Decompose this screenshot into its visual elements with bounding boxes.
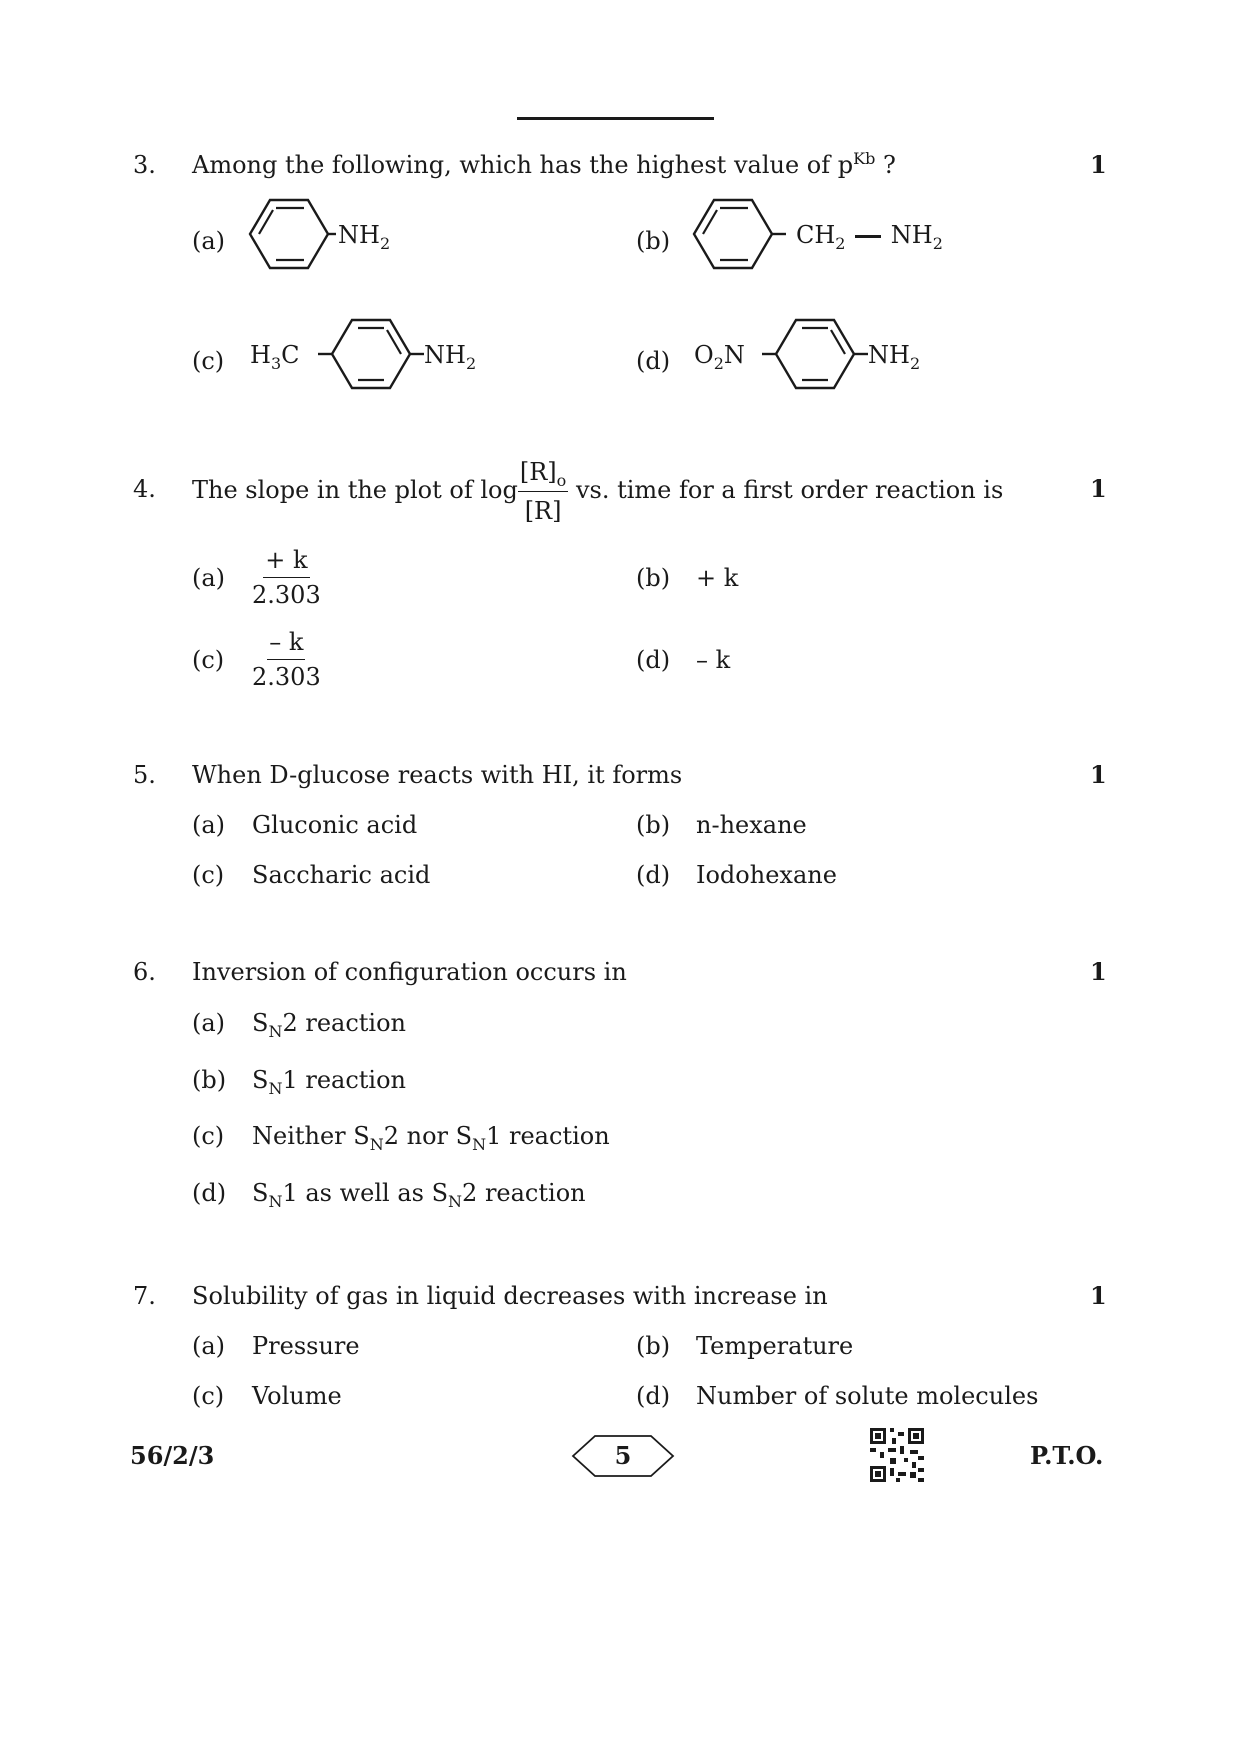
q7-option-d-text: Number of solute molecules xyxy=(696,1382,1039,1410)
q5-option-b-text: n-hexane xyxy=(696,811,807,839)
q4-option-b-label: (b) xyxy=(636,564,671,592)
q4-option-c-text: $\frac{- k}{2.303}$ xyxy=(252,628,321,691)
q3-option-d-left-group: $O_2N$ xyxy=(694,341,745,373)
q5-option-a-text: Gluconic acid xyxy=(252,811,418,839)
q6-option-c-text: Neither $S_N2$ nor $S_N1$ reaction xyxy=(252,1122,610,1154)
q3-option-a-label: (a) xyxy=(192,227,226,255)
q3-option-a-group: $NH_2$ xyxy=(338,221,391,253)
q7-option-b-text: Temperature xyxy=(696,1332,854,1360)
q4-log-fraction: $\frac{[R]_o}{[R]}$ xyxy=(518,455,568,528)
q3-option-b-group: $CH_2$ $NH_2$ xyxy=(796,221,943,253)
q4-option-d-text: – k xyxy=(696,646,731,674)
q3-option-c-right-group: $NH_2$ xyxy=(424,341,477,373)
q7-option-a-label: (a) xyxy=(192,1332,226,1360)
page-number: 5 xyxy=(614,1441,632,1470)
q6-option-b-label: (b) xyxy=(192,1066,227,1094)
q6-text: Inversion of configuration occurs in xyxy=(192,958,627,986)
q3-option-d-right-group: $NH_2$ xyxy=(868,341,921,373)
q5-option-b-label: (b) xyxy=(636,811,671,839)
q3-option-c-left-group: $H_3C$ xyxy=(250,341,300,373)
q5-number: 5. xyxy=(133,761,156,789)
benzene-ring-c xyxy=(318,316,426,396)
paper-code: 56/2/3 xyxy=(130,1441,215,1470)
q4-option-b-text: + k xyxy=(696,564,739,592)
q4-text: The slope in the plot of log $\frac{[R]_o}{[R]}$ vs. time for a first order reaction is xyxy=(192,455,1003,528)
q6-option-c-label: (c) xyxy=(192,1122,225,1150)
q5-option-d-label: (d) xyxy=(636,861,671,889)
q7-option-d-label: (d) xyxy=(636,1382,671,1410)
q7-number: 7. xyxy=(133,1282,156,1310)
q5-option-a-label: (a) xyxy=(192,811,226,839)
q3-number: 3. xyxy=(133,151,156,179)
q6-option-d-text: $S_N1$ as well as $S_N2$ reaction xyxy=(252,1179,586,1211)
qr-code-icon xyxy=(870,1428,924,1482)
q7-text: Solubility of gas in liquid decreases with increase in xyxy=(192,1282,828,1310)
q3-option-c-label: (c) xyxy=(192,347,225,375)
q5-option-d-text: Iodohexane xyxy=(696,861,837,889)
q7-option-a-text: Pressure xyxy=(252,1332,360,1360)
q6-option-a-label: (a) xyxy=(192,1009,226,1037)
q4-option-a-text: $\frac{+ k}{2.303}$ xyxy=(252,546,321,609)
q7-option-c-label: (c) xyxy=(192,1382,225,1410)
pto-label: P.T.O. xyxy=(1030,1441,1104,1470)
q4-number: 4. xyxy=(133,475,156,503)
q4-option-d-label: (d) xyxy=(636,646,671,674)
q6-option-d-label: (d) xyxy=(192,1179,227,1207)
q6-marks: 1 xyxy=(1090,957,1107,986)
q5-option-c-text: Saccharic acid xyxy=(252,861,431,889)
top-rule xyxy=(517,117,714,120)
q4-option-c-label: (c) xyxy=(192,646,225,674)
q4-option-a-label: (a) xyxy=(192,564,226,592)
benzene-ring-d xyxy=(762,316,870,396)
q7-option-c-text: Volume xyxy=(252,1382,342,1410)
q3-marks: 1 xyxy=(1090,150,1107,179)
benzene-ring-b xyxy=(692,196,792,276)
q4-marks: 1 xyxy=(1090,474,1107,503)
q6-option-a-text: $S_N2$ reaction xyxy=(252,1009,407,1041)
q5-option-c-label: (c) xyxy=(192,861,225,889)
q3-text: Among the following, which has the highest value of $p^{Kb}$ ? xyxy=(192,149,896,179)
q5-marks: 1 xyxy=(1090,760,1107,789)
q6-option-b-text: $S_N1$ reaction xyxy=(252,1066,407,1098)
q6-number: 6. xyxy=(133,958,156,986)
q3-option-b-label: (b) xyxy=(636,227,671,255)
q7-option-b-label: (b) xyxy=(636,1332,671,1360)
benzene-ring-a xyxy=(248,196,338,276)
q5-text: When D-glucose reacts with HI, it forms xyxy=(192,761,683,789)
q7-marks: 1 xyxy=(1090,1281,1107,1310)
q3-option-d-label: (d) xyxy=(636,347,671,375)
